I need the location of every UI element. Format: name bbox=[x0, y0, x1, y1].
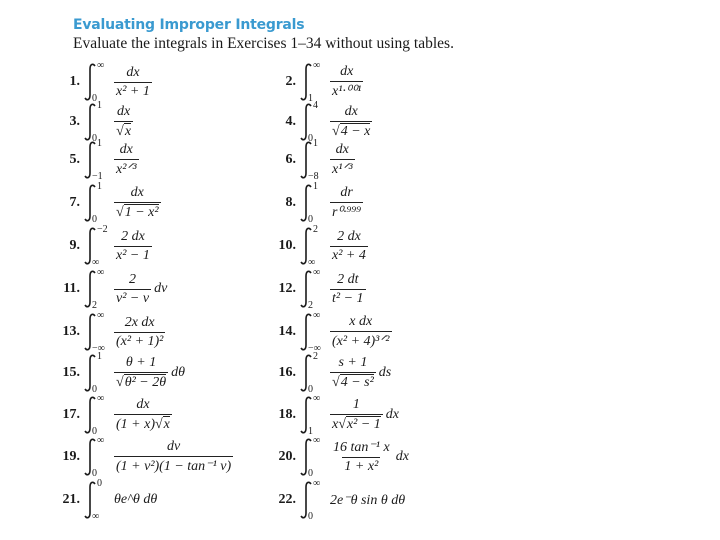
exercise-item bbox=[56, 62, 152, 102]
exercise-number: 22. bbox=[278, 492, 296, 507]
exercise-number: 6. bbox=[285, 152, 296, 167]
integral-sign bbox=[300, 353, 328, 393]
exercise-item bbox=[272, 183, 363, 223]
exercise-number: 10. bbox=[278, 238, 296, 253]
denominator bbox=[330, 246, 368, 264]
denominator-prefix: √ bbox=[116, 205, 124, 220]
integral-sign bbox=[300, 395, 328, 435]
lower-limit: 0 bbox=[92, 214, 97, 225]
integral-sign bbox=[84, 269, 112, 309]
exercise-item bbox=[56, 480, 157, 520]
fraction bbox=[114, 229, 152, 264]
upper-limit: ∞ bbox=[313, 478, 321, 489]
upper-limit: ∞ bbox=[313, 267, 321, 278]
upper-limit: 0 bbox=[97, 478, 102, 489]
denominator-prefix: x² + 1 bbox=[116, 83, 150, 99]
upper-limit: ∞ bbox=[97, 60, 105, 71]
numerator: dx bbox=[117, 104, 131, 119]
exercise-number: 2. bbox=[285, 74, 296, 89]
exercise-number: 1. bbox=[69, 74, 80, 89]
exercise-number: 17. bbox=[62, 407, 80, 422]
denominator bbox=[330, 202, 363, 221]
exercise-item bbox=[56, 140, 139, 180]
exercise-item bbox=[56, 437, 233, 477]
radicand: x bbox=[163, 417, 170, 432]
numerator: 16 tan⁻¹ x bbox=[333, 440, 390, 455]
integral-sign bbox=[300, 480, 328, 520]
exercise-number: 14. bbox=[278, 324, 296, 339]
denominator bbox=[114, 82, 152, 100]
upper-limit: 2 bbox=[313, 351, 318, 362]
denominator bbox=[114, 414, 172, 433]
denominator bbox=[330, 331, 392, 350]
fraction bbox=[114, 142, 139, 178]
fraction bbox=[330, 64, 363, 100]
integral-sign bbox=[300, 226, 328, 266]
differential: dθ bbox=[171, 365, 185, 380]
fraction bbox=[330, 104, 372, 140]
exercise-item bbox=[272, 353, 391, 393]
radicand: x bbox=[124, 124, 132, 139]
numerator: dx bbox=[344, 104, 358, 119]
denominator-prefix: x¹·⁰⁰¹ bbox=[332, 84, 362, 99]
denominator bbox=[114, 202, 161, 221]
exercise-item bbox=[56, 183, 161, 223]
upper-limit: ∞ bbox=[313, 60, 321, 71]
denominator-prefix: √ bbox=[116, 124, 124, 139]
denominator-prefix: x¹ᐟ³ bbox=[332, 162, 353, 177]
fraction bbox=[330, 142, 355, 178]
lower-limit: ∞ bbox=[308, 257, 316, 268]
numerator: dx bbox=[126, 64, 140, 80]
fraction bbox=[330, 439, 393, 475]
integral-sign bbox=[300, 437, 328, 477]
denominator-prefix: (x² + 4)³ᐟ² bbox=[332, 334, 390, 349]
differential: dx bbox=[395, 449, 409, 464]
upper-limit: 1 bbox=[97, 351, 102, 362]
numerator: 2 dx bbox=[337, 228, 361, 244]
upper-limit: ∞ bbox=[97, 310, 105, 321]
lower-limit: 0 bbox=[308, 511, 313, 522]
numerator: 2 bbox=[129, 271, 137, 287]
upper-limit: 1 bbox=[313, 138, 318, 149]
integral-sign bbox=[300, 62, 328, 102]
upper-limit: 2 bbox=[313, 224, 318, 235]
fraction bbox=[114, 397, 172, 433]
exercise-item bbox=[272, 102, 372, 142]
lower-limit: 0 bbox=[92, 384, 97, 395]
radicand: 1 − x² bbox=[124, 205, 159, 220]
exercise-number: 16. bbox=[278, 365, 296, 380]
exercise-number: 13. bbox=[62, 324, 80, 339]
integral-sign bbox=[300, 183, 328, 223]
lower-limit: 2 bbox=[92, 300, 97, 311]
lower-limit: −8 bbox=[308, 171, 319, 182]
numerator: dx bbox=[335, 142, 349, 157]
fraction bbox=[114, 104, 133, 140]
denominator bbox=[114, 246, 152, 264]
radicand: x² − 1 bbox=[346, 417, 381, 432]
numerator: 2x dx bbox=[124, 314, 155, 330]
exercise-number: 11. bbox=[63, 281, 80, 296]
numerator: dr bbox=[340, 185, 353, 200]
exercise-number: 12. bbox=[278, 281, 296, 296]
fraction bbox=[330, 229, 368, 264]
differential: ds bbox=[378, 365, 392, 380]
lower-limit: 0 bbox=[92, 426, 97, 437]
integral-sign bbox=[84, 140, 112, 180]
exercise-item bbox=[56, 226, 152, 266]
denominator bbox=[342, 457, 380, 475]
numerator: dx bbox=[130, 185, 144, 200]
denominator-prefix: x² + 4 bbox=[332, 247, 366, 263]
denominator bbox=[330, 289, 366, 307]
fraction bbox=[330, 355, 376, 391]
denominator bbox=[114, 456, 233, 475]
exercise-number: 8. bbox=[285, 195, 296, 210]
upper-limit: ∞ bbox=[313, 393, 321, 404]
lower-limit: 0 bbox=[92, 133, 97, 144]
exercise-item bbox=[272, 269, 366, 309]
fraction bbox=[330, 272, 366, 307]
exercise-number: 19. bbox=[62, 449, 80, 464]
denominator-prefix: (1 + v²)(1 − tan⁻¹ v) bbox=[116, 459, 232, 474]
integrand: 2e⁻θ sin θ dθ bbox=[330, 492, 406, 508]
upper-limit: 4 bbox=[313, 100, 318, 111]
integral-sign bbox=[84, 226, 112, 266]
exercise-item bbox=[272, 226, 368, 266]
fraction bbox=[330, 314, 392, 350]
integral-sign bbox=[84, 312, 112, 352]
upper-limit: 1 bbox=[97, 138, 102, 149]
numerator: s + 1 bbox=[338, 355, 368, 370]
differential: dv bbox=[154, 281, 168, 296]
lower-limit: ∞ bbox=[92, 511, 100, 522]
integral-sign bbox=[84, 480, 112, 520]
denominator bbox=[330, 81, 363, 100]
lower-limit: 0 bbox=[308, 468, 313, 479]
fraction bbox=[114, 355, 168, 391]
exercise-number: 9. bbox=[69, 238, 80, 253]
numerator: 1 bbox=[352, 397, 360, 412]
integral-sign bbox=[84, 395, 112, 435]
radicand: 4 − s² bbox=[340, 375, 374, 390]
lower-limit: ∞ bbox=[92, 257, 100, 268]
denominator-prefix: √ bbox=[332, 124, 340, 139]
denominator-prefix: x² − 1 bbox=[116, 247, 150, 263]
numerator: dx bbox=[340, 64, 354, 79]
denominator-prefix: x√ bbox=[332, 417, 346, 432]
exercise-item bbox=[272, 480, 405, 520]
integral-sign bbox=[84, 183, 112, 223]
integral-sign bbox=[300, 140, 328, 180]
exercise-number: 3. bbox=[69, 114, 80, 129]
upper-limit: ∞ bbox=[97, 267, 105, 278]
denominator bbox=[114, 372, 168, 391]
exercise-number: 4. bbox=[285, 114, 296, 129]
fraction bbox=[114, 272, 151, 307]
exercise-number: 18. bbox=[278, 407, 296, 422]
numerator: x dx bbox=[349, 314, 373, 329]
lower-limit: −1 bbox=[92, 171, 103, 182]
instructions: Evaluate the integrals in Exercises 1–34 without using tables. bbox=[73, 35, 454, 52]
exercise-item bbox=[56, 102, 133, 142]
denominator bbox=[330, 159, 355, 178]
exercise-item bbox=[272, 395, 399, 435]
radicand: 4 − x bbox=[340, 124, 371, 139]
upper-limit: ∞ bbox=[97, 435, 105, 446]
integral-sign bbox=[84, 62, 112, 102]
numerator: 2 dx bbox=[121, 228, 145, 244]
denominator-prefix: (1 + x)√ bbox=[116, 417, 163, 432]
integral-sign bbox=[300, 312, 328, 352]
lower-limit: 2 bbox=[308, 300, 313, 311]
denominator bbox=[114, 121, 133, 140]
fraction bbox=[330, 397, 383, 433]
exercise-number: 20. bbox=[278, 449, 296, 464]
lower-limit: 0 bbox=[308, 384, 313, 395]
denominator bbox=[330, 414, 383, 433]
upper-limit: 1 bbox=[97, 181, 102, 192]
exercise-item bbox=[56, 312, 165, 352]
exercise-number: 21. bbox=[62, 492, 80, 507]
integral-sign bbox=[300, 269, 328, 309]
upper-limit: ∞ bbox=[313, 310, 321, 321]
upper-limit: −2 bbox=[97, 224, 108, 235]
integral-sign bbox=[84, 102, 112, 142]
numerator: dx bbox=[119, 142, 133, 157]
denominator-prefix: x²ᐟ³ bbox=[116, 162, 137, 177]
integral-sign bbox=[84, 353, 112, 393]
denominator-prefix: v² − v bbox=[116, 290, 150, 306]
numerator: dx bbox=[136, 397, 150, 412]
radicand: θ² − 2θ bbox=[124, 375, 167, 390]
lower-limit: 1 bbox=[308, 93, 313, 104]
integrand: θe^θ dθ bbox=[114, 492, 158, 507]
section-title: Evaluating Improper Integrals bbox=[73, 17, 305, 33]
denominator-prefix: √ bbox=[116, 375, 124, 390]
denominator-prefix: (x² + 1)² bbox=[116, 333, 164, 349]
lower-limit: 0 bbox=[92, 93, 97, 104]
integral-sign bbox=[84, 437, 112, 477]
denominator bbox=[114, 159, 139, 178]
fraction bbox=[114, 185, 161, 221]
denominator bbox=[330, 372, 376, 391]
exercise-number: 7. bbox=[69, 195, 80, 210]
fraction bbox=[114, 439, 233, 475]
denominator-prefix: 1 + x² bbox=[344, 459, 379, 474]
numerator: dv bbox=[166, 439, 181, 454]
numerator: 2 dt bbox=[337, 271, 359, 287]
fraction bbox=[330, 185, 363, 221]
fraction bbox=[114, 315, 165, 350]
fraction bbox=[114, 65, 152, 100]
lower-limit: −∞ bbox=[92, 343, 105, 354]
integral-sign bbox=[300, 102, 328, 142]
exercise-item bbox=[56, 395, 172, 435]
denominator-prefix: √ bbox=[332, 375, 340, 390]
upper-limit: ∞ bbox=[97, 393, 105, 404]
exercise-number: 15. bbox=[62, 365, 80, 380]
exercise-item bbox=[272, 140, 355, 180]
lower-limit: 0 bbox=[308, 133, 313, 144]
lower-limit: 0 bbox=[308, 214, 313, 225]
denominator-prefix: t² − 1 bbox=[332, 290, 364, 306]
exercise-item bbox=[56, 353, 185, 393]
exercise-number: 5. bbox=[69, 152, 80, 167]
exercise-item bbox=[56, 269, 167, 309]
lower-limit: −∞ bbox=[308, 343, 321, 354]
exercise-item bbox=[272, 62, 363, 102]
exercise-item bbox=[272, 312, 392, 352]
numerator: θ + 1 bbox=[125, 355, 157, 370]
lower-limit: 1 bbox=[308, 426, 313, 437]
exercise-item bbox=[272, 437, 409, 477]
lower-limit: 0 bbox=[92, 468, 97, 479]
denominator bbox=[330, 121, 372, 140]
denominator-prefix: r⁰·⁹⁹⁹ bbox=[332, 205, 362, 220]
differential: dx bbox=[385, 407, 399, 422]
upper-limit: ∞ bbox=[313, 435, 321, 446]
upper-limit: 1 bbox=[313, 181, 318, 192]
denominator bbox=[114, 289, 151, 307]
denominator bbox=[114, 332, 165, 350]
upper-limit: 1 bbox=[97, 100, 102, 111]
